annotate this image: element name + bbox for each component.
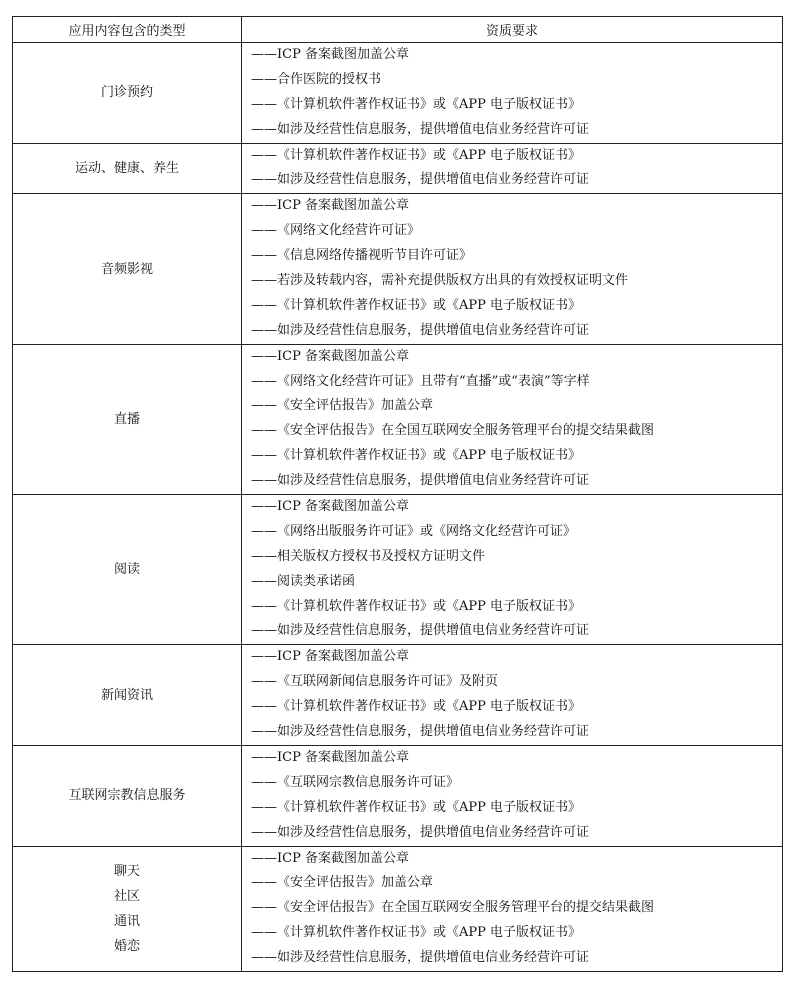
requirement-item: ——《计算机软件著作权证书》或《APP 电子版权证书》 [251, 448, 582, 464]
header-type: 应用内容包含的类型 [13, 17, 242, 43]
requirements-cell [242, 194, 783, 344]
requirement-item: ——《计算机软件著作权证书》或《APP 电子版权证书》 [251, 598, 582, 614]
requirement-item: ——如涉及经营性信息服务，提供增值电信业务经营许可证 [251, 950, 590, 966]
requirement-item: ——《安全评估报告》在全国互联网安全服务管理平台的提交结果截图 [251, 423, 655, 439]
category-cell [13, 495, 242, 645]
header-requirements: 资质要求 [242, 17, 783, 43]
category-label: 聊天 [113, 863, 140, 879]
requirement-item: ——ICP 备案截图加盖公章 [251, 749, 409, 765]
header-row [13, 17, 783, 43]
table-row [13, 194, 783, 344]
requirement-item: ——《安全评估报告》加盖公章 [251, 875, 434, 891]
requirement-item: ——《网络出版服务许可证》或《网络文化经营许可证》 [251, 523, 577, 539]
category-cell [13, 194, 242, 344]
requirements-cell [242, 344, 783, 494]
requirements-cell [242, 143, 783, 194]
requirement-item: ——如涉及经营性信息服务，提供增值电信业务经营许可证 [251, 724, 590, 740]
requirement-item: ——如涉及经营性信息服务，提供增值电信业务经营许可证 [251, 473, 590, 489]
requirement-item: ——如涉及经营性信息服务，提供增值电信业务经营许可证 [251, 623, 590, 639]
qualification-table [12, 16, 783, 972]
requirement-item: ——如涉及经营性信息服务，提供增值电信业务经营许可证 [251, 824, 590, 840]
requirement-item: ——若涉及转载内容，需补充提供版权方出具的有效授权证明文件 [251, 273, 629, 289]
category-label: 新闻资讯 [100, 687, 153, 703]
requirements-cell [242, 846, 783, 971]
table-row [13, 495, 783, 645]
category-label: 阅读 [113, 562, 140, 578]
table-body [13, 43, 783, 972]
requirement-item: ——《计算机软件著作权证书》或《APP 电子版权证书》 [251, 799, 582, 815]
requirement-item: ——ICP 备案截图加盖公章 [251, 47, 409, 62]
table-row [13, 43, 783, 144]
category-label: 运动、健康、养生 [74, 160, 179, 176]
category-cell [13, 846, 242, 971]
category-cell [13, 745, 242, 846]
table-row [13, 846, 783, 971]
requirements-cell [242, 495, 783, 645]
requirement-item: ——《安全评估报告》在全国互联网安全服务管理平台的提交结果截图 [251, 900, 655, 916]
category-cell [13, 143, 242, 194]
requirement-item: ——《计算机软件著作权证书》或《APP 电子版权证书》 [251, 297, 582, 313]
requirement-item: ——ICP 备案截图加盖公章 [251, 850, 409, 866]
requirement-item: ——《网络文化经营许可证》且带有“直播”或“表演”等字样 [251, 373, 590, 389]
requirement-item: ——阅读类承诺函 [251, 573, 356, 589]
requirements-cell [242, 43, 783, 144]
requirement-item: ——如涉及经营性信息服务，提供增值电信业务经营许可证 [251, 121, 590, 137]
requirement-item: ——ICP 备案截图加盖公章 [251, 649, 409, 665]
table-row [13, 143, 783, 194]
category-label: 互联网宗教信息服务 [68, 788, 186, 804]
category-cell [13, 344, 242, 494]
category-cell [13, 645, 242, 746]
requirement-item: ——ICP 备案截图加盖公章 [251, 499, 409, 515]
requirements-cell [242, 745, 783, 846]
requirements-cell [242, 645, 783, 746]
requirement-item: ——ICP 备案截图加盖公章 [251, 348, 409, 364]
requirement-item: ——《网络文化经营许可证》 [251, 223, 421, 239]
table-row [13, 645, 783, 746]
category-cell [13, 43, 242, 144]
category-label: 通讯 [113, 913, 140, 929]
table-row [13, 344, 783, 494]
category-label: 音频影视 [100, 261, 153, 277]
requirement-item: ——合作医院的授权书 [251, 71, 382, 87]
requirement-item: ——《计算机软件著作权证书》或《APP 电子版权证书》 [251, 96, 582, 112]
requirement-item: ——《计算机软件著作权证书》或《APP 电子版权证书》 [251, 147, 582, 163]
requirement-item: ——《互联网宗教信息服务许可证》 [251, 774, 460, 790]
requirement-item: ——《安全评估报告》加盖公章 [251, 398, 434, 414]
category-label: 社区 [113, 888, 140, 904]
requirement-item: ——《互联网新闻信息服务许可证》及附页 [251, 674, 499, 690]
requirement-item: ——《计算机软件著作权证书》或《APP 电子版权证书》 [251, 925, 582, 941]
requirement-item: ——如涉及经营性信息服务，提供增值电信业务经营许可证 [251, 172, 590, 188]
requirement-item: ——《计算机软件著作权证书》或《APP 电子版权证书》 [251, 699, 582, 715]
category-label: 直播 [113, 411, 140, 427]
requirement-item: ——ICP 备案截图加盖公章 [251, 198, 409, 214]
requirement-item: ——《信息网络传播视听节目许可证》 [251, 248, 473, 264]
requirement-item: ——相关版权方授权书及授权方证明文件 [251, 548, 486, 564]
category-label: 婚恋 [113, 938, 140, 954]
category-label: 门诊预约 [100, 85, 153, 101]
table-row [13, 745, 783, 846]
requirement-item: ——如涉及经营性信息服务，提供增值电信业务经营许可证 [251, 322, 590, 338]
